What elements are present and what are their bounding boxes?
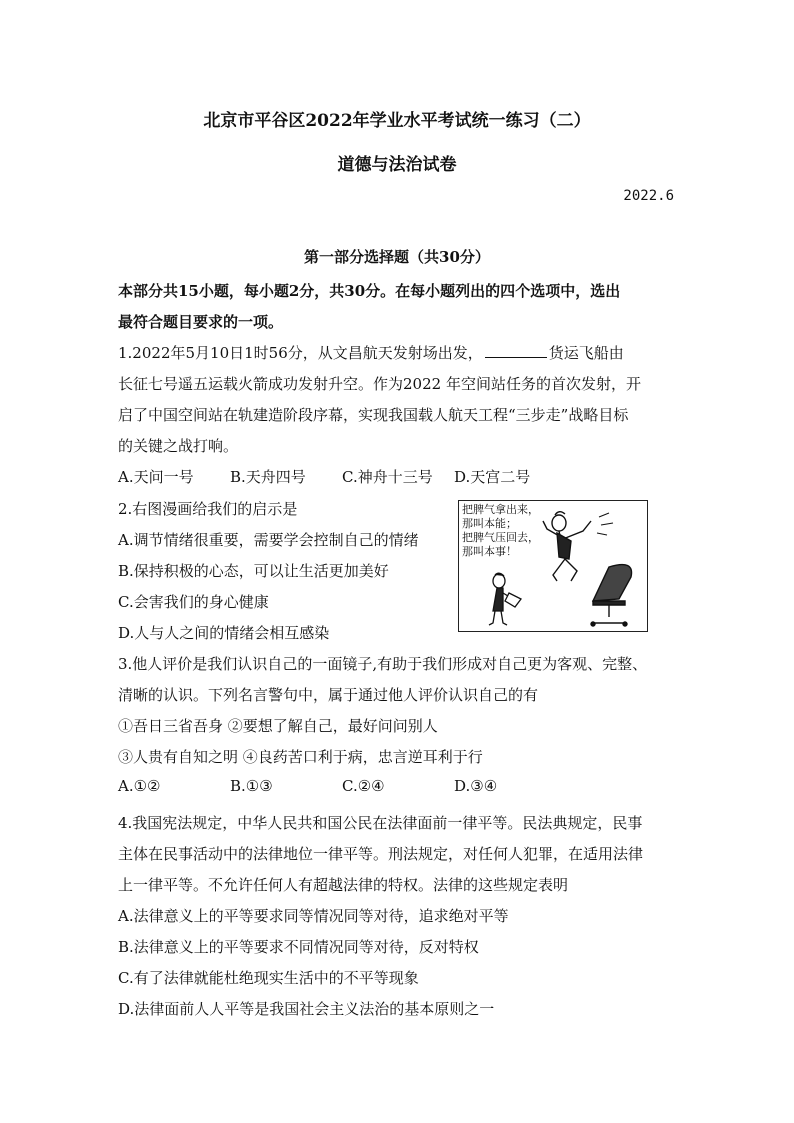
- part1-instruction-line1: 本部分共15小题，每小题2分，共30分。在每小题列出的四个选项中，选出: [118, 282, 621, 300]
- exam-subtitle: 道德与法治试卷: [337, 155, 457, 175]
- part1-heading: 第一部分选择题（共30分）: [304, 248, 490, 266]
- q1-option-d: D.天宫二号: [454, 468, 531, 486]
- q1-options: [118, 466, 530, 487]
- q4-option-d: D.法律面前人人平等是我国社会主义法治的基本原则之一: [118, 1000, 495, 1018]
- q3-line2: 清晰的认识。下列名言警句中，属于通过他人评价认识自己的有: [118, 686, 539, 704]
- q1-blank: [485, 343, 547, 358]
- q1-option-b: B.天舟四号: [230, 468, 306, 486]
- q4-option-b: B.法律意义上的平等要求不同情况同等对待，反对特权: [118, 938, 479, 956]
- q4-option-a: A.法律意义上的平等要求同等情况同等对待，追求绝对平等: [118, 907, 509, 925]
- q3-option-d: D.③④: [454, 777, 498, 795]
- comic-caption-line: 那叫本能；: [462, 517, 517, 530]
- exam-title: 北京市平谷区2022年学业水平考试统一练习（二）: [203, 111, 591, 131]
- q4-option-c: C.有了法律就能杜绝现实生活中的不平等现象: [118, 969, 419, 987]
- jumping-man-figure: [543, 512, 591, 581]
- comic-caption-line: 那叫本事！: [462, 545, 517, 558]
- q1-line2: 长征七号遥五运载火箭成功发射升空。作为2022 年空间站任务的首次发射，开: [118, 375, 641, 393]
- q1-option-a: A.天问一号: [118, 468, 194, 486]
- q4-line3: 上一律平等。不允许任何人有超越法律的特权。法律的这些规定表明: [118, 876, 569, 894]
- exam-date: 2022.6: [623, 188, 674, 204]
- q3-items-line1: ①吾日三省吾身 ②要想了解自己，最好问问别人: [118, 717, 438, 735]
- q3-option-c: C.②④: [342, 777, 385, 795]
- office-chair: [591, 565, 632, 626]
- q3-option-a: A.①②: [118, 777, 161, 795]
- q1-stem-end: 货运飞船由: [548, 344, 624, 362]
- q1-option-c: C.神舟十三号: [342, 468, 433, 486]
- q3-items-line2: ③人贵有自知之明 ④良药苦口利于病，忠言逆耳利于行: [118, 748, 483, 766]
- comic-caption-line: 把脾气拿出来，: [462, 503, 539, 516]
- q2-stem: 2.右图漫画给我们的启示是: [118, 500, 298, 518]
- comic-illustration: [458, 500, 648, 632]
- q1-line4: 的关键之战打响。: [118, 437, 239, 455]
- q1-line3: 启了中国空间站在轨建造阶段序幕，实现我国载人航天工程“三步走”战略目标: [118, 406, 629, 424]
- q4-line2: 主体在民事活动中的法律地位一律平等。刑法规定，对任何人犯罪，在适用法律: [118, 845, 644, 863]
- q2-option-c: C.会害我们的身心健康: [118, 593, 269, 611]
- motion-lines: [597, 513, 613, 535]
- q1-stem-start: 1.2022年5月10日1时56分，从文昌航天发射场出发，: [118, 344, 483, 362]
- comic-caption-line: 把脾气压回去，: [462, 531, 539, 544]
- q3-option-b: B.①③: [230, 777, 273, 795]
- part1-instruction-line2: 最符合题目要求的一项。: [118, 313, 284, 331]
- comic-drawing: [459, 501, 647, 631]
- q2-option-a: A.调节情绪很重要，需要学会控制自己的情绪: [118, 531, 419, 549]
- q1-line1: [118, 342, 624, 363]
- q3-line1: 3.他人评价是我们认识自己的一面镜子,有助于我们形成对自己更为客观、完整、: [118, 655, 648, 673]
- q2-option-d: D.人与人之间的情绪会相互感染: [118, 624, 330, 642]
- small-man-figure: [489, 573, 521, 625]
- q4-line1: 4.我国宪法规定，中华人民共和国公民在法律面前一律平等。民法典规定，民事: [118, 814, 643, 832]
- q2-option-b: B.保持积极的心态，可以让生活更加美好: [118, 562, 389, 580]
- q3-options: [118, 777, 497, 795]
